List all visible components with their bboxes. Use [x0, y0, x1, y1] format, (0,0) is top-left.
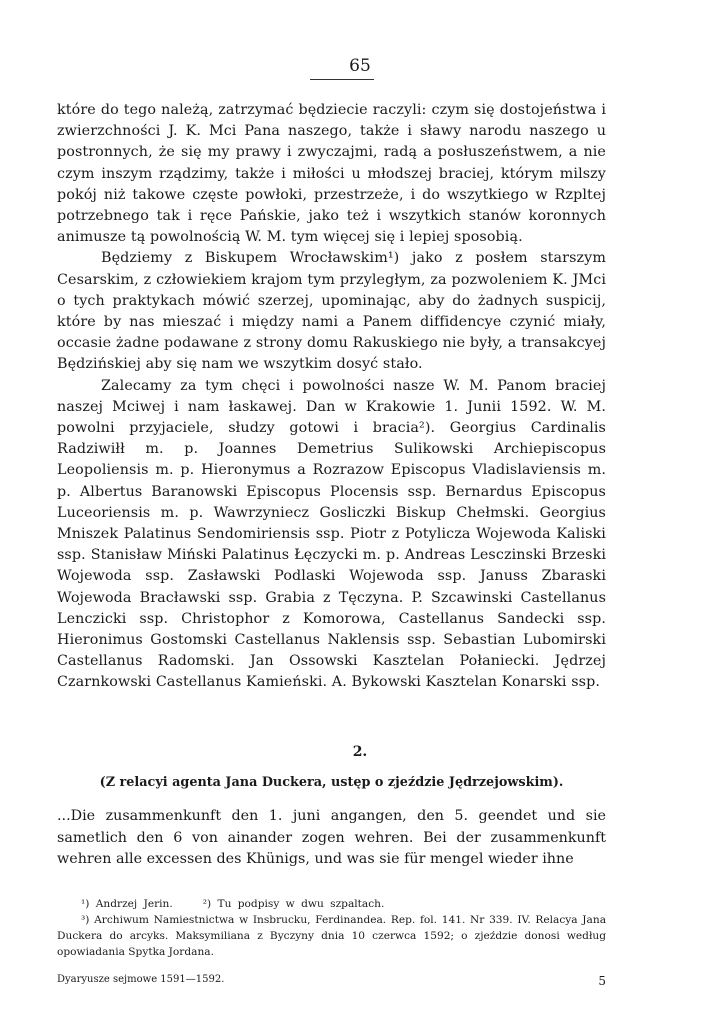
section-text: ...Die zusammenkunft den 1. juni angangen, den 5. geendet und sie sametlich den 6 von ainander zogen wehren. Bei der zusammenkunft wehren alle excessen des Khünigs, und was sie für mengel wieder ihne [57, 808, 606, 867]
paragraph: Będziemy z Biskupem Wrocławskim¹) jako z posłem starszym Cesarskim, z człowiekiem krajom tym przyległym, za pozwoleniem K. JMci o tych praktykach mówić szerzej, upominając, aby do żadnych suspicij, które by nas mieszać i między nami a Panem diffidencye czynić miały, occasie żadne podawane z strony domu Rakuskiego nie były, a transakcyej Będzińskiej aby się nam we wszytkim dosyć stało. [57, 250, 606, 373]
paragraph: Zalecamy za tym chęci i powolności nasze W. M. Panom braciej naszej Mciwej i nam łaskawej. Dan w Krakowie 1. Junii 1592. W. M. powolni przyjaciele, słudzy gotowi i bracia²). Georgius Cardinalis Radziwiłł m. p. Joannes Demetrius Sulikowski Archiepiscopus Leopoliensis m. p. Hieronymus a Rozrazow Episcopus Vladislaviensis m. p. Albertus Baranowski Episcopus Plocensis ssp. Bernardus Episcopus Luceoriensis m. p. Wawrzyniecz Gosliczki Biskup Chełmski. Georgius Mniszek Palatinus Sendomiriensis ssp. Piotr z Potylicza Wojewoda Kaliski ssp. Stanisław Miński Palatinus Łęczycki m. p. Andreas Lesczinski Brzeski Wojewoda ssp. Zasławski Podlaski Wojewoda ssp. Januss Zbaraski Wojewoda Bracławski ssp. Grabia z Tęczyna. P. Szcawinski Castellanus Lenczicki ssp. Christophor z Komorowa, Castellanus Sandecki ssp. Hieronimus Gostomski Castellanus Naklensis ssp. Sebastian Lubomirski Castellanus Radomski. Jan Ossowski Kasztelan Połaniecki. Jędrzej Czarnkowski Castellanus Kamieński. A. Bykowski Kasztelan Konarski ssp. [57, 377, 606, 691]
footnote-text: Andrzej Jerin. [95, 898, 173, 910]
footnote-mark: ²) [202, 898, 212, 910]
footnotes [57, 896, 606, 960]
section-number: 2. [352, 744, 368, 760]
footnote-text: Archiwum Namiestnictwa w Insbrucku, Ferdinandea. Rep. fol. 141. Nr 339. IV. Relacya Jana Duckera do arcyks. Maksymiliana z Byczyny dnia 10 czerwca 1592; o zjeździe donosi według opowiadania Spytka Jordana. [57, 914, 607, 958]
page-number: 65 [349, 56, 371, 76]
publication-title: Dyaryusze sejmowe 1591—1592. [57, 974, 225, 985]
footnote-line [57, 896, 606, 912]
page-number-rule [310, 79, 374, 80]
footnote-line [57, 912, 606, 960]
signature-line [57, 974, 606, 988]
sheet-number: 5 [598, 974, 606, 988]
paragraph: które do tego należą, zatrzymać będziecie raczyli: czym się dostojeństwa i zwierzchności J. K. Mci Pana naszego, także i sławy narodu naszego u postronnych, że się my prawy i zwyczajmi, radą a posłuszeństwem, a nie czym inszym rządzimy, także i miłości u młodszej braciej, którym milszy pokój niż takowe częste powłoki, przestrzeże, i do wszytkiego w Rzpltej potrzebnego tak i ręce Pańskie, jako też i wszytkich stanów koronnych animusze tą powolnością W. M. tym więcej się i lepiej sposobią. [57, 102, 606, 246]
footnote-mark: ¹) [81, 898, 90, 910]
footnote-mark: ³) [81, 914, 90, 926]
section-heading: (Z relacyi agenta Jana Duckera, ustęp o zjeździe Jędrzejowskim). [99, 775, 564, 790]
footnote-text: Tu podpisy w dwu szpaltach. [217, 898, 385, 910]
main-text [57, 100, 606, 694]
